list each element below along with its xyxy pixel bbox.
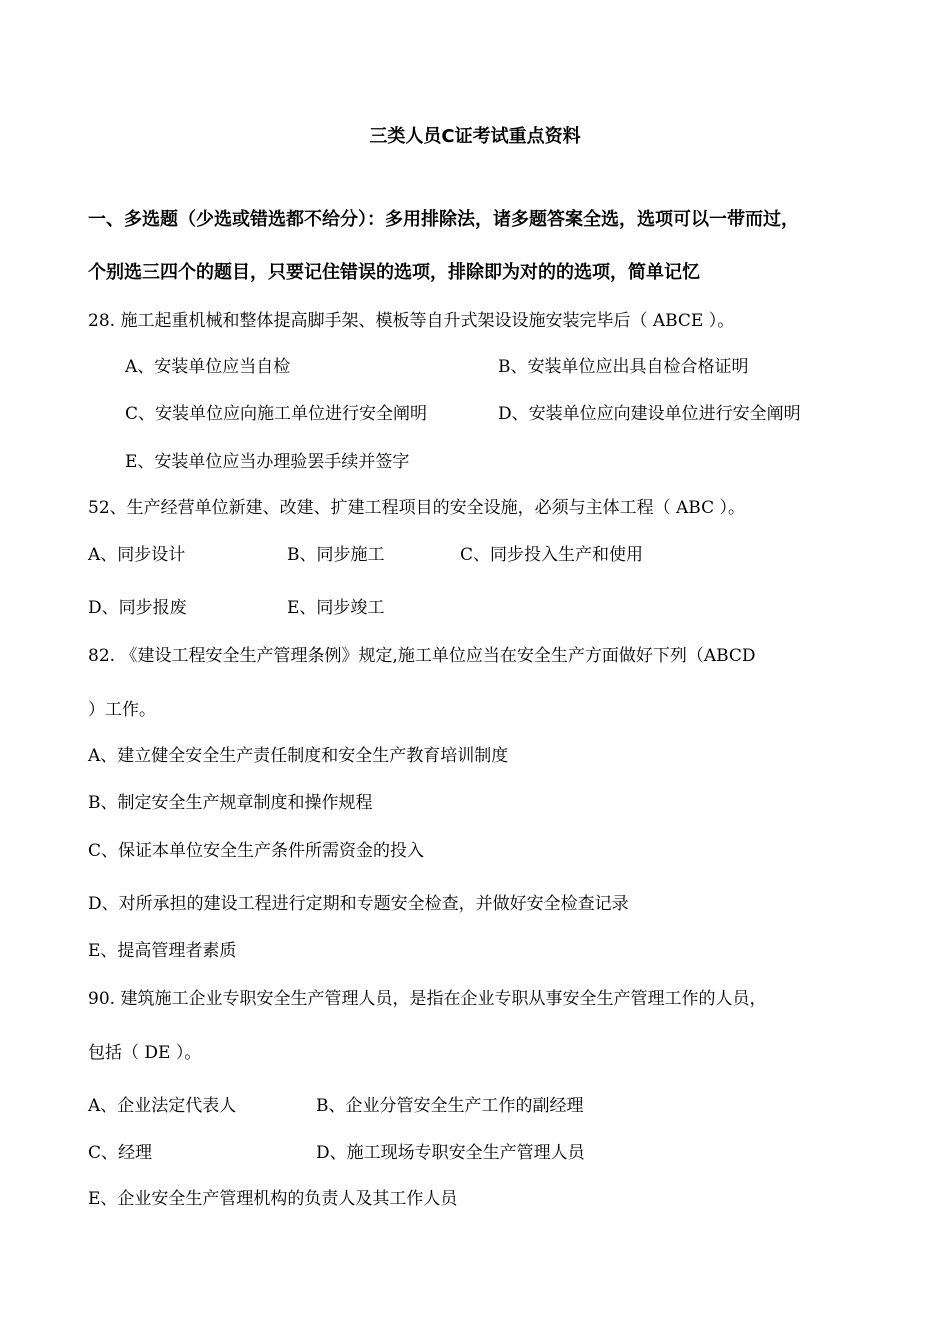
question-52-option-e: E、同步竣工 [287, 598, 385, 618]
section-heading-line-1: 一、多选题（少选或错选都不给分）：多用排除法，诸多题答案全选，选项可以一带而过， [88, 209, 799, 230]
question-90-stem-line-2: 包括（ DE ）。 [88, 1043, 202, 1063]
question-90-option-a: A、企业法定代表人 [88, 1096, 237, 1116]
document-title: 三类人员C证考试重点资料 [369, 126, 581, 147]
question-82-option-b: B、制定安全生产规章制度和操作规程 [88, 793, 373, 813]
question-52-option-a: A、同步设计 [88, 545, 186, 565]
question-28-option-c: C、安装单位应向施工单位进行安全阐明 [125, 404, 428, 424]
question-90-option-e: E、企业安全生产管理机构的负责人及其工作人员 [88, 1189, 458, 1209]
question-82-option-a: A、建立健全安全生产责任制度和安全生产教育培训制度 [88, 746, 509, 766]
question-52-option-b: B、同步施工 [287, 545, 385, 565]
question-28-option-b: B、安装单位应出具自检合格证明 [498, 357, 749, 377]
question-90-stem-line-1: 90. 建筑施工企业专职安全生产管理人员，是指在企业专职从事安全生产管理工作的人员， [88, 989, 767, 1009]
question-52-stem: 52、生产经营单位新建、改建、扩建工程项目的安全设施，必须与主体工程（ ABC ）。 [88, 498, 746, 518]
question-82-stem-line-2: ）工作。 [88, 700, 156, 720]
question-90-option-c: C、经理 [88, 1143, 153, 1163]
question-52-option-c: C、同步投入生产和使用 [460, 545, 644, 565]
question-52-option-d: D、同步报废 [88, 598, 187, 618]
question-28-stem: 28. 施工起重机械和整体提高脚手架、模板等自升式架设设施安装完毕后（ ABCE ）。 [88, 311, 735, 331]
question-90-option-d: D、施工现场专职安全生产管理人员 [316, 1143, 585, 1163]
question-82-option-e: E、提高管理者素质 [88, 941, 237, 961]
question-28-option-a: A、安装单位应当自检 [125, 357, 291, 377]
section-heading-line-2: 个别选三四个的题目，只要记住错误的选项，排除即为对的的选项，简单记忆 [88, 262, 700, 283]
question-82-option-d: D、对所承担的建设工程进行定期和专题安全检查，并做好安全检查记录 [88, 894, 629, 914]
question-82-stem-line-1: 82. 《建设工程安全生产管理条例》规定,施工单位应当在安全生产方面做好下列（ABCD [88, 646, 756, 666]
question-82-option-c: C、保证本单位安全生产条件所需资金的投入 [88, 841, 425, 861]
question-90-option-b: B、企业分管安全生产工作的副经理 [316, 1096, 584, 1116]
question-28-option-d: D、安装单位应向建设单位进行安全阐明 [498, 404, 801, 424]
question-28-option-e: E、安装单位应当办理验罢手续并签字 [125, 452, 410, 472]
